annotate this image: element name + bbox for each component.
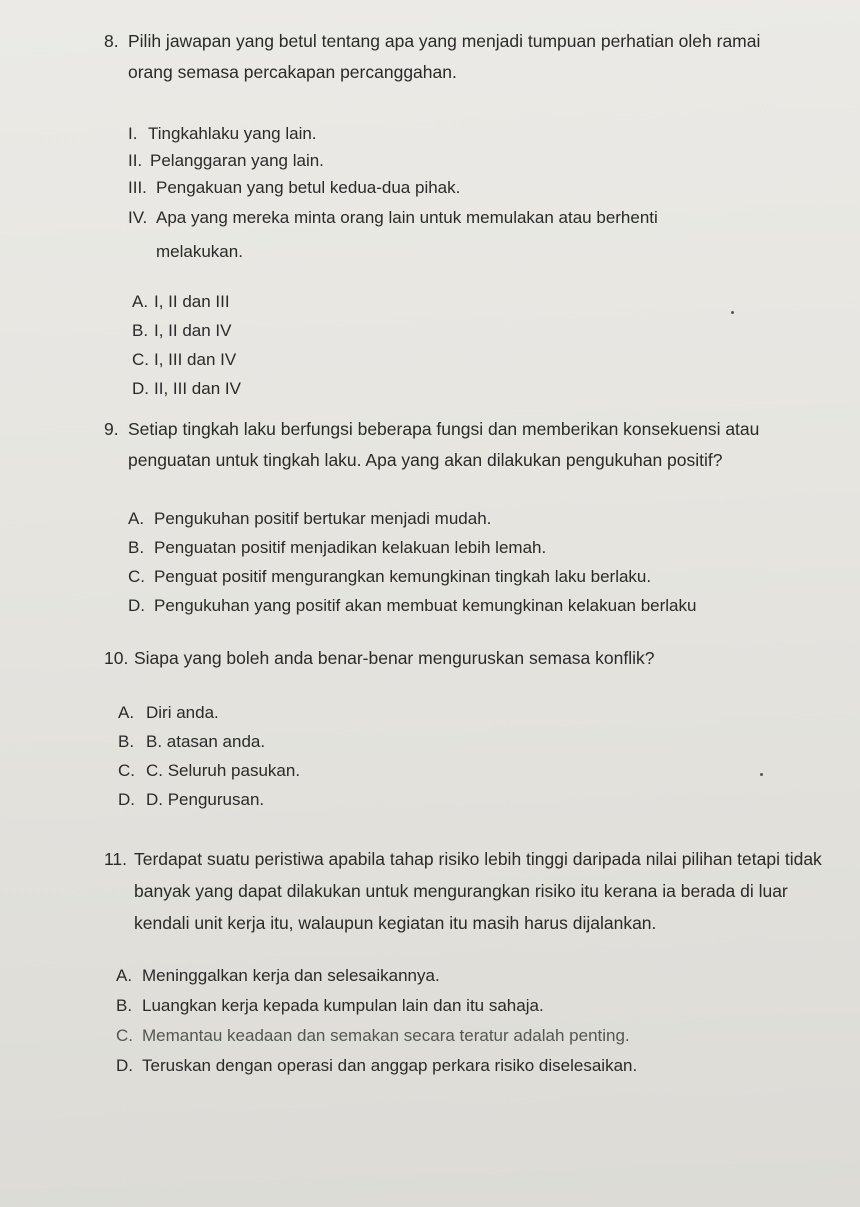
option-item[interactable] — [128, 533, 860, 562]
statement-text: Pengakuan yang betul kedua-dua pihak. — [156, 178, 461, 197]
option-text: II, III dan IV — [154, 379, 241, 398]
option-letter: D. — [132, 379, 149, 398]
question-11 — [0, 843, 860, 1081]
statement-item — [128, 201, 728, 269]
option-letter: C. — [132, 350, 149, 369]
statement-marker: III. — [128, 178, 147, 197]
question-9 — [0, 414, 860, 620]
option-letter: D. — [128, 596, 145, 615]
option-letter: B. — [128, 538, 145, 557]
statement-item — [128, 147, 728, 174]
option-text: Teruskan dengan operasi dan anggap perkara risiko diselesaikan. — [142, 1056, 638, 1075]
option-text: Meninggalkan kerja dan selesaikannya. — [142, 966, 440, 985]
question-number: 11. — [104, 849, 128, 869]
option-item[interactable] — [132, 374, 860, 403]
option-item[interactable] — [116, 1021, 860, 1051]
statement-item — [128, 174, 728, 201]
option-list — [132, 287, 860, 403]
option-item[interactable] — [116, 991, 860, 1021]
question-stem — [104, 643, 804, 674]
option-text: Penguatan positif menjadikan kelakuan lebih lemah. — [154, 538, 547, 557]
option-item[interactable] — [116, 1051, 860, 1081]
statement-text: Tingkahlaku yang lain. — [148, 124, 317, 143]
statement-list — [128, 120, 728, 269]
option-letter: D. — [116, 1056, 133, 1075]
option-text: B. atasan anda. — [146, 732, 266, 751]
option-letter: C. — [116, 1026, 133, 1045]
question-text: Terdapat suatu peristiwa apabila tahap risiko lebih tinggi daripada nilai pilihan tetapi tidak banyak yang dapat dilakukan untuk mengurangkan risiko itu kerana ia berada di luar kendali unit kerja itu, walaupun kegiatan itu masih harus dijalankan. — [134, 849, 822, 933]
statement-text: Pelanggaran yang lain. — [150, 151, 324, 170]
option-text: Diri anda. — [146, 703, 219, 722]
statement-marker: IV. — [128, 208, 148, 227]
statement-text: Apa yang mereka minta orang lain untuk memulakan atau berhenti melakukan. — [156, 208, 658, 261]
option-text: Pengukuhan positif bertukar menjadi mudah. — [154, 509, 492, 528]
option-item[interactable] — [118, 756, 860, 785]
option-letter: B. — [116, 996, 133, 1015]
option-item[interactable] — [128, 562, 860, 591]
paper-speck — [760, 773, 763, 776]
question-number: 9. — [104, 419, 119, 439]
option-item[interactable] — [132, 316, 860, 345]
option-letter: C. — [118, 761, 135, 780]
option-item[interactable] — [128, 591, 860, 620]
option-list — [118, 698, 860, 814]
question-8 — [0, 26, 860, 403]
option-text: I, II dan IV — [154, 321, 232, 340]
option-item[interactable] — [118, 698, 860, 727]
statement-marker: I. — [128, 124, 138, 143]
option-letter: C. — [128, 567, 145, 586]
question-stem — [104, 414, 804, 476]
question-10 — [0, 643, 860, 814]
option-item[interactable] — [132, 345, 860, 374]
option-letter: B. — [118, 732, 135, 751]
question-stem — [104, 843, 844, 939]
option-letter: D. — [118, 790, 135, 809]
question-text: Siapa yang boleh anda benar-benar menguruskan semasa konflik? — [134, 648, 655, 668]
question-stem — [104, 26, 764, 88]
option-text: C. Seluruh pasukan. — [146, 761, 301, 780]
option-text: Memantau keadaan dan semakan secara teratur adalah penting. — [142, 1026, 630, 1045]
option-text: Luangkan kerja kepada kumpulan lain dan itu sahaja. — [142, 996, 544, 1015]
option-item[interactable] — [128, 504, 860, 533]
statement-item — [128, 120, 728, 147]
option-text: Pengukuhan yang positif akan membuat kemungkinan kelakuan berlaku — [154, 596, 697, 615]
option-item[interactable] — [118, 785, 860, 814]
question-text: Setiap tingkah laku berfungsi beberapa fungsi dan memberikan konsekuensi atau penguatan untuk tingkah laku. Apa yang akan dilakukan pengukuhan positif? — [128, 419, 760, 470]
question-number: 10. — [104, 648, 129, 668]
option-list — [128, 504, 860, 620]
option-letter: B. — [132, 321, 149, 340]
option-text: Penguat positif mengurangkan kemungkinan tingkah laku berlaku. — [154, 567, 652, 586]
option-list — [116, 961, 860, 1081]
option-text: I, II dan III — [154, 292, 230, 311]
option-item[interactable] — [132, 287, 860, 316]
question-text: Pilih jawapan yang betul tentang apa yang menjadi tumpuan perhatian oleh ramai orang semasa percakapan percanggahan. — [128, 31, 761, 82]
option-letter: A. — [116, 966, 133, 985]
option-item[interactable] — [116, 961, 860, 991]
question-number: 8. — [104, 31, 119, 51]
option-item[interactable] — [118, 727, 860, 756]
option-text: D. Pengurusan. — [146, 790, 265, 809]
statement-marker: II. — [128, 151, 143, 170]
option-text: I, III dan IV — [154, 350, 237, 369]
option-letter: A. — [128, 509, 145, 528]
paper-speck — [731, 311, 734, 314]
option-letter: A. — [118, 703, 135, 722]
option-letter: A. — [132, 292, 149, 311]
